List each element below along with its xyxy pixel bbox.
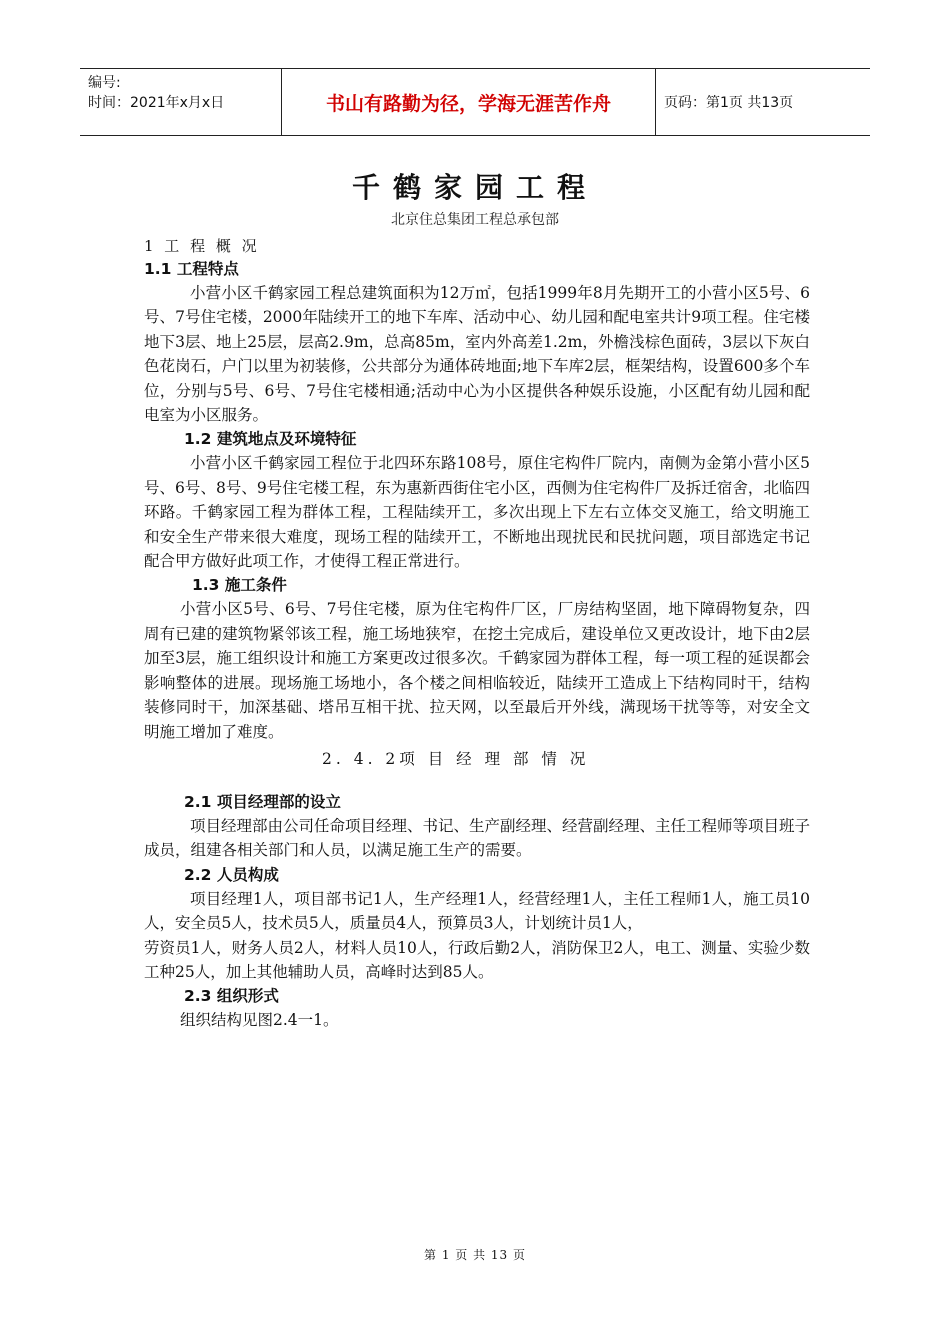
section-2-2-text-b: 劳资员1人，财务人员2人，材料人员10人，行政后勤2人，消防保卫2人，电工、测量、实验少数工种25人，加上其他辅助人员，高峰时达到85人。 [144,938,810,981]
section-1-1-text: 小营小区千鹤家园工程总建筑面积为12万㎡，包括1999年8月先期开工的小营小区5号、6号、7号住宅楼，2000年陆续开工的地下车库、活动中心、幼儿园和配电室共计9项工程。住宅楼地下3层、地上25层，层高2.9m，总高85m，室内外高差1.2m，外檐浅棕色面砖，3层以下灰白色花岗石，户门以里为初装修，公共部分为通体砖地面;地下车库2层，框架结构，设置600多个车位，分别与5号、6号、7号住宅楼相通;活动中心为小区提供各种娱乐设施，小区配有幼儿园和配电室为小区服务。 [144,284,810,425]
section1-title: 1 工 程 概 况 [144,237,260,255]
document-title: 千鹤家园工程 [351,171,598,204]
page-footer: 第 1 页 共 13 页 [424,1248,526,1262]
header-page-info: 页码：第1页 共13页 [664,95,794,111]
section-1-2-heading: 1.2 建筑地点及环境特征 [184,430,357,449]
section-1-2-text: 小营小区千鹤家园工程位于北四环东路108号，原住宅构件厂院内，南侧为金第小营小区5号、6号、8号、9号住宅楼工程，东为惠新西街住宅小区，西侧为住宅构件厂及拆迁宿舍，北临四环路。千鹤家园工程为群体工程，工程陆续开工，多次出现上下左右立体交叉施工，给文明施工和安全生产带来很大难度，现场工程的陆续开工，不断地出现扰民和民扰问题，项目部选定书记配合甲方做好此项工作，才使得工程正常进行。 [144,454,810,571]
section-2-2-heading: 2.2 人员构成 [184,865,279,884]
section-2-1-heading: 2.1 项目经理部的设立 [184,792,341,811]
document-body [144,235,810,1033]
section-2-1-text: 项目经理部由公司任命项目经理、书记、生产副经理、经营副经理、主任工程师等项目班子成员，组建各相关部门和人员，以满足施工生产的需要。 [144,816,811,860]
section-1-3-text: 小营小区5号、6号、7号住宅楼，原为住宅构件厂区，厂房结构坚固，地下障碍物复杂，四周有已建的建筑物紧邻该工程，施工场地狭窄，在挖土完成后，建设单位又更改设计，地下由2层加至3层，施工组织设计和施工方案更改过很多次。千鹤家园为群体工程，每一项工程的延误都会影响整体的进展。现场施工场地小，各个楼之间相临较近，陆续开工造成上下结构同时干，结构装修同时干，加深基础、塔吊互相干扰、拉天网，以至最后开外线，满现场干扰等等，对安全文明施工增加了难度。 [144,600,810,741]
section-2-3-text: 组织结构见图2.4一1。 [180,1011,339,1030]
time-label: 时间：2021年x月x日 [88,95,225,111]
section-2-3-heading: 2.3 组织形式 [184,987,279,1006]
section-2-2-text-a: 项目经理1人，项目部书记1人，生产经理1人，经营经理1人，主任工程师1人，施工员10人，安全员5人，技术员5人，质量员4人，预算员3人，计划统计员1人， [144,889,810,933]
document-header [80,68,870,136]
section-1-3-heading: 1.3 施工条件 [192,576,287,595]
number-label: 编号: [88,75,121,91]
section2-title: 2. 4. 2项 目 经 理 部 情 况 [322,749,590,768]
section-1-1-heading: 1.1 工程特点 [144,260,239,278]
header-meta [80,69,282,135]
header-motto: 书山有路勤为径，学海无涯苦作舟 [282,69,656,135]
spacer [144,774,810,790]
document-subtitle: 北京住总集团工程总承包部 [391,212,559,228]
